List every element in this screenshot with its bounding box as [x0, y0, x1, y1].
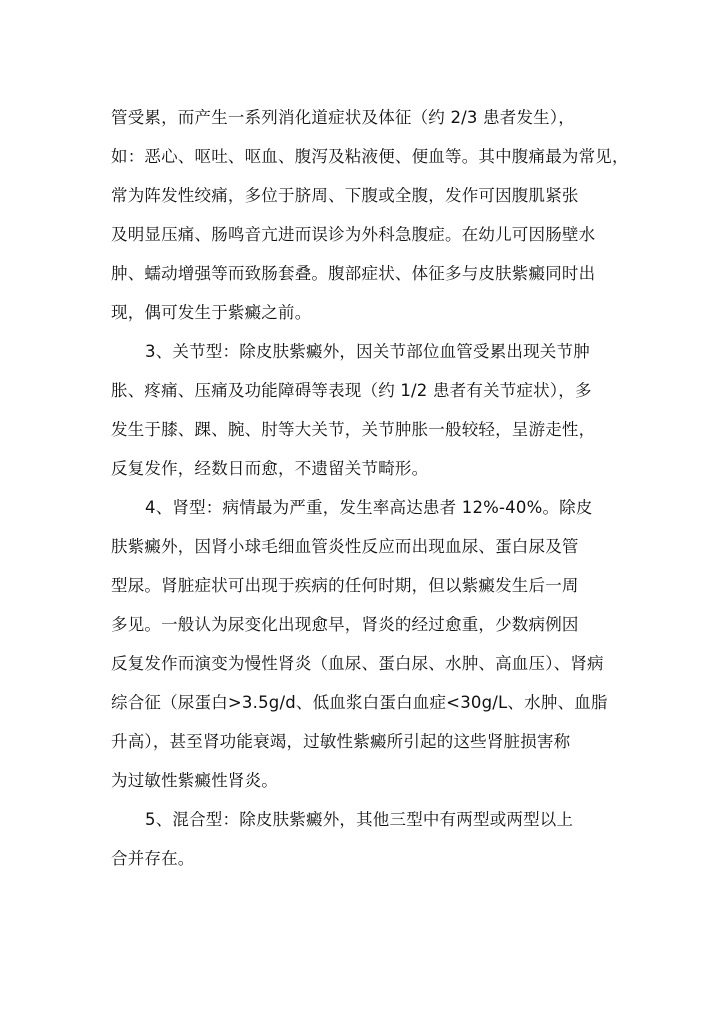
text-line: 为过敏性紫癜性肾炎。	[111, 771, 278, 790]
text-line: 肿、蠕动增强等而致肠套叠。腹部症状、体征多与皮肤紫癜同时出	[111, 264, 596, 283]
text-line: 胀、疼痛、压痛及功能障碍等表现（约 1/2 患者有关节症状），多	[111, 381, 592, 400]
section-heading-kidney-type: 4、肾型：病情最为严重，发生率高达患者 12%-40%。除皮	[145, 498, 593, 517]
text-line: 现，偶可发生于紫癜之前。	[111, 303, 312, 322]
text-line: 合并存在。	[111, 849, 195, 868]
text-line: 管受累，而产生一系列消化道症状及体征（约 2/3 患者发生），	[111, 108, 575, 127]
text-line: 及明显压痛、肠鸣音亢进而误诊为外科急腹症。在幼儿可因肠壁水	[111, 225, 596, 244]
text-line: 升高），甚至肾功能衰竭，过敏性紫癜所引起的这些肾脏损害称	[111, 732, 571, 751]
text-line: 如：恶心、呕吐、呕血、腹泻及粘液便、便血等。其中腹痛最为常见，	[111, 147, 629, 166]
text-line: 发生于膝、踝、腕、肘等大关节，关节肿胀一般较轻，呈游走性，	[111, 420, 596, 439]
text-line: 型尿。肾脏症状可出现于疾病的任何时期，但以紫癜发生后一周	[111, 576, 579, 595]
text-line: 反复发作，经数日而愈，不遗留关节畸形。	[111, 459, 429, 478]
section-heading-joint-type: 3、关节型：除皮肤紫癜外，因关节部位血管受累出现关节肿	[145, 342, 590, 361]
document-body	[111, 98, 629, 878]
text-line: 反复发作而演变为慢性肾炎（血尿、蛋白尿、水肿、高血压）、肾病	[111, 654, 604, 673]
text-line: 综合征（尿蛋白>3.5g/d、低血浆白蛋白血症<30g/L、水肿、血脂	[111, 693, 608, 712]
section-heading-mixed-type: 5、混合型：除皮肤紫癜外，其他三型中有两型或两型以上	[145, 810, 574, 829]
text-line: 常为阵发性绞痛，多位于脐周、下腹或全腹，发作可因腹肌紧张	[111, 186, 579, 205]
text-line: 肤紫癜外，因肾小球毛细血管炎性反应而出现血尿、蛋白尿及管	[111, 537, 579, 556]
text-line: 多见。一般认为尿变化出现愈早，肾炎的经过愈重，少数病例因	[111, 615, 579, 634]
